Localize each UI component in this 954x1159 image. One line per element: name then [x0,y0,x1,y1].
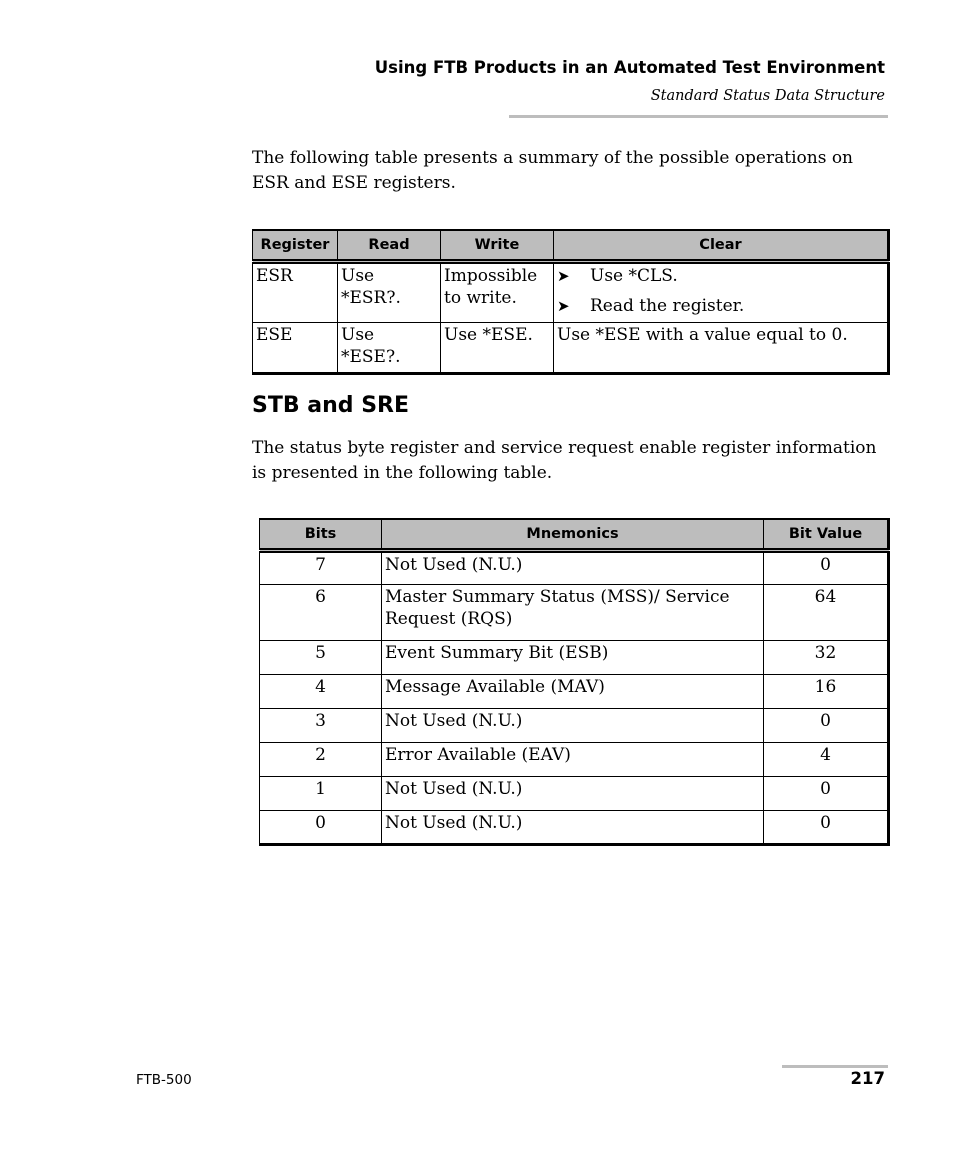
read-cell: Use *ESR?. [338,262,441,323]
table-row [260,709,889,743]
column-header: Bit Value [764,519,889,551]
table-row [260,777,889,811]
table-header-row [260,519,889,551]
column-header: Register [253,230,338,262]
column-header: Mnemonics [382,519,764,551]
bit-cell: 3 [260,709,382,743]
clear-cell [554,262,889,323]
bit-value-cell: 16 [764,675,889,709]
bit-cell: 7 [260,551,382,585]
bullet-text: Use *CLS. [590,266,678,286]
bit-cell: 5 [260,641,382,675]
bit-cell: 0 [260,811,382,845]
header-rule [509,115,888,118]
footer-product-name: FTB-500 [136,1072,192,1088]
column-header: Bits [260,519,382,551]
write-line: Impossible [444,266,538,286]
mnemonic-cell: Not Used (N.U.) [382,777,764,811]
esr-ese-table [252,229,890,375]
read-cell: Use *ESE?. [338,323,441,374]
write-cell: Use *ESE. [441,323,554,374]
arrow-bullet-icon: ➤ [557,297,570,315]
table-header-row [253,230,889,262]
bit-cell: 2 [260,743,382,777]
mnemonic-cell: Not Used (N.U.) [382,709,764,743]
bullet-text: Read the register. [590,296,745,316]
mnemonic-cell: Not Used (N.U.) [382,551,764,585]
section-heading: STB and SRE [252,393,410,418]
table-row [260,551,889,585]
table-row [260,585,889,641]
bit-cell: 6 [260,585,382,641]
register-cell: ESE [253,323,338,374]
mnemonic-cell: Event Summary Bit (ESB) [382,641,764,675]
bit-value-cell: 32 [764,641,889,675]
bit-value-cell: 0 [764,551,889,585]
arrow-bullet-icon: ➤ [557,267,570,285]
write-cell [441,262,554,323]
footer-rule [782,1065,888,1068]
mnemonic-cell: Message Available (MAV) [382,675,764,709]
mnemonic-cell [382,585,764,641]
page-number: 217 [850,1069,885,1088]
table-row [253,323,889,374]
column-header: Read [338,230,441,262]
column-header: Clear [554,230,889,262]
table-row [260,811,889,845]
stb-sre-table [259,518,890,846]
bit-value-cell: 0 [764,709,889,743]
intro-paragraph: The following table presents a summary of the possible operations on ESR and ESE registers. [252,148,854,193]
bullet-item [557,295,884,317]
bit-value-cell: 0 [764,777,889,811]
bullet-item [557,265,884,287]
table-row [253,262,889,323]
write-line: to write. [444,288,517,308]
bit-value-cell: 0 [764,811,889,845]
bit-cell: 1 [260,777,382,811]
column-header: Write [441,230,554,262]
mnemonic-cell: Error Available (EAV) [382,743,764,777]
running-header-subtitle: Standard Status Data Structure [650,88,885,104]
section-paragraph: The status byte register and service request enable register information is presented in the following table. [252,438,877,483]
bit-value-cell: 4 [764,743,889,777]
mnemonic-cell: Not Used (N.U.) [382,811,764,845]
bit-cell: 4 [260,675,382,709]
bit-value-cell: 64 [764,585,889,641]
mnemonic-line: Master Summary Status (MSS)/ Service [385,587,730,607]
table-row [260,675,889,709]
running-header-title: Using FTB Products in an Automated Test Environment [374,58,885,77]
table-row [260,743,889,777]
register-cell: ESR [253,262,338,323]
mnemonic-line: Request (RQS) [385,609,513,629]
clear-cell: Use *ESE with a value equal to 0. [554,323,889,374]
table-row [260,641,889,675]
